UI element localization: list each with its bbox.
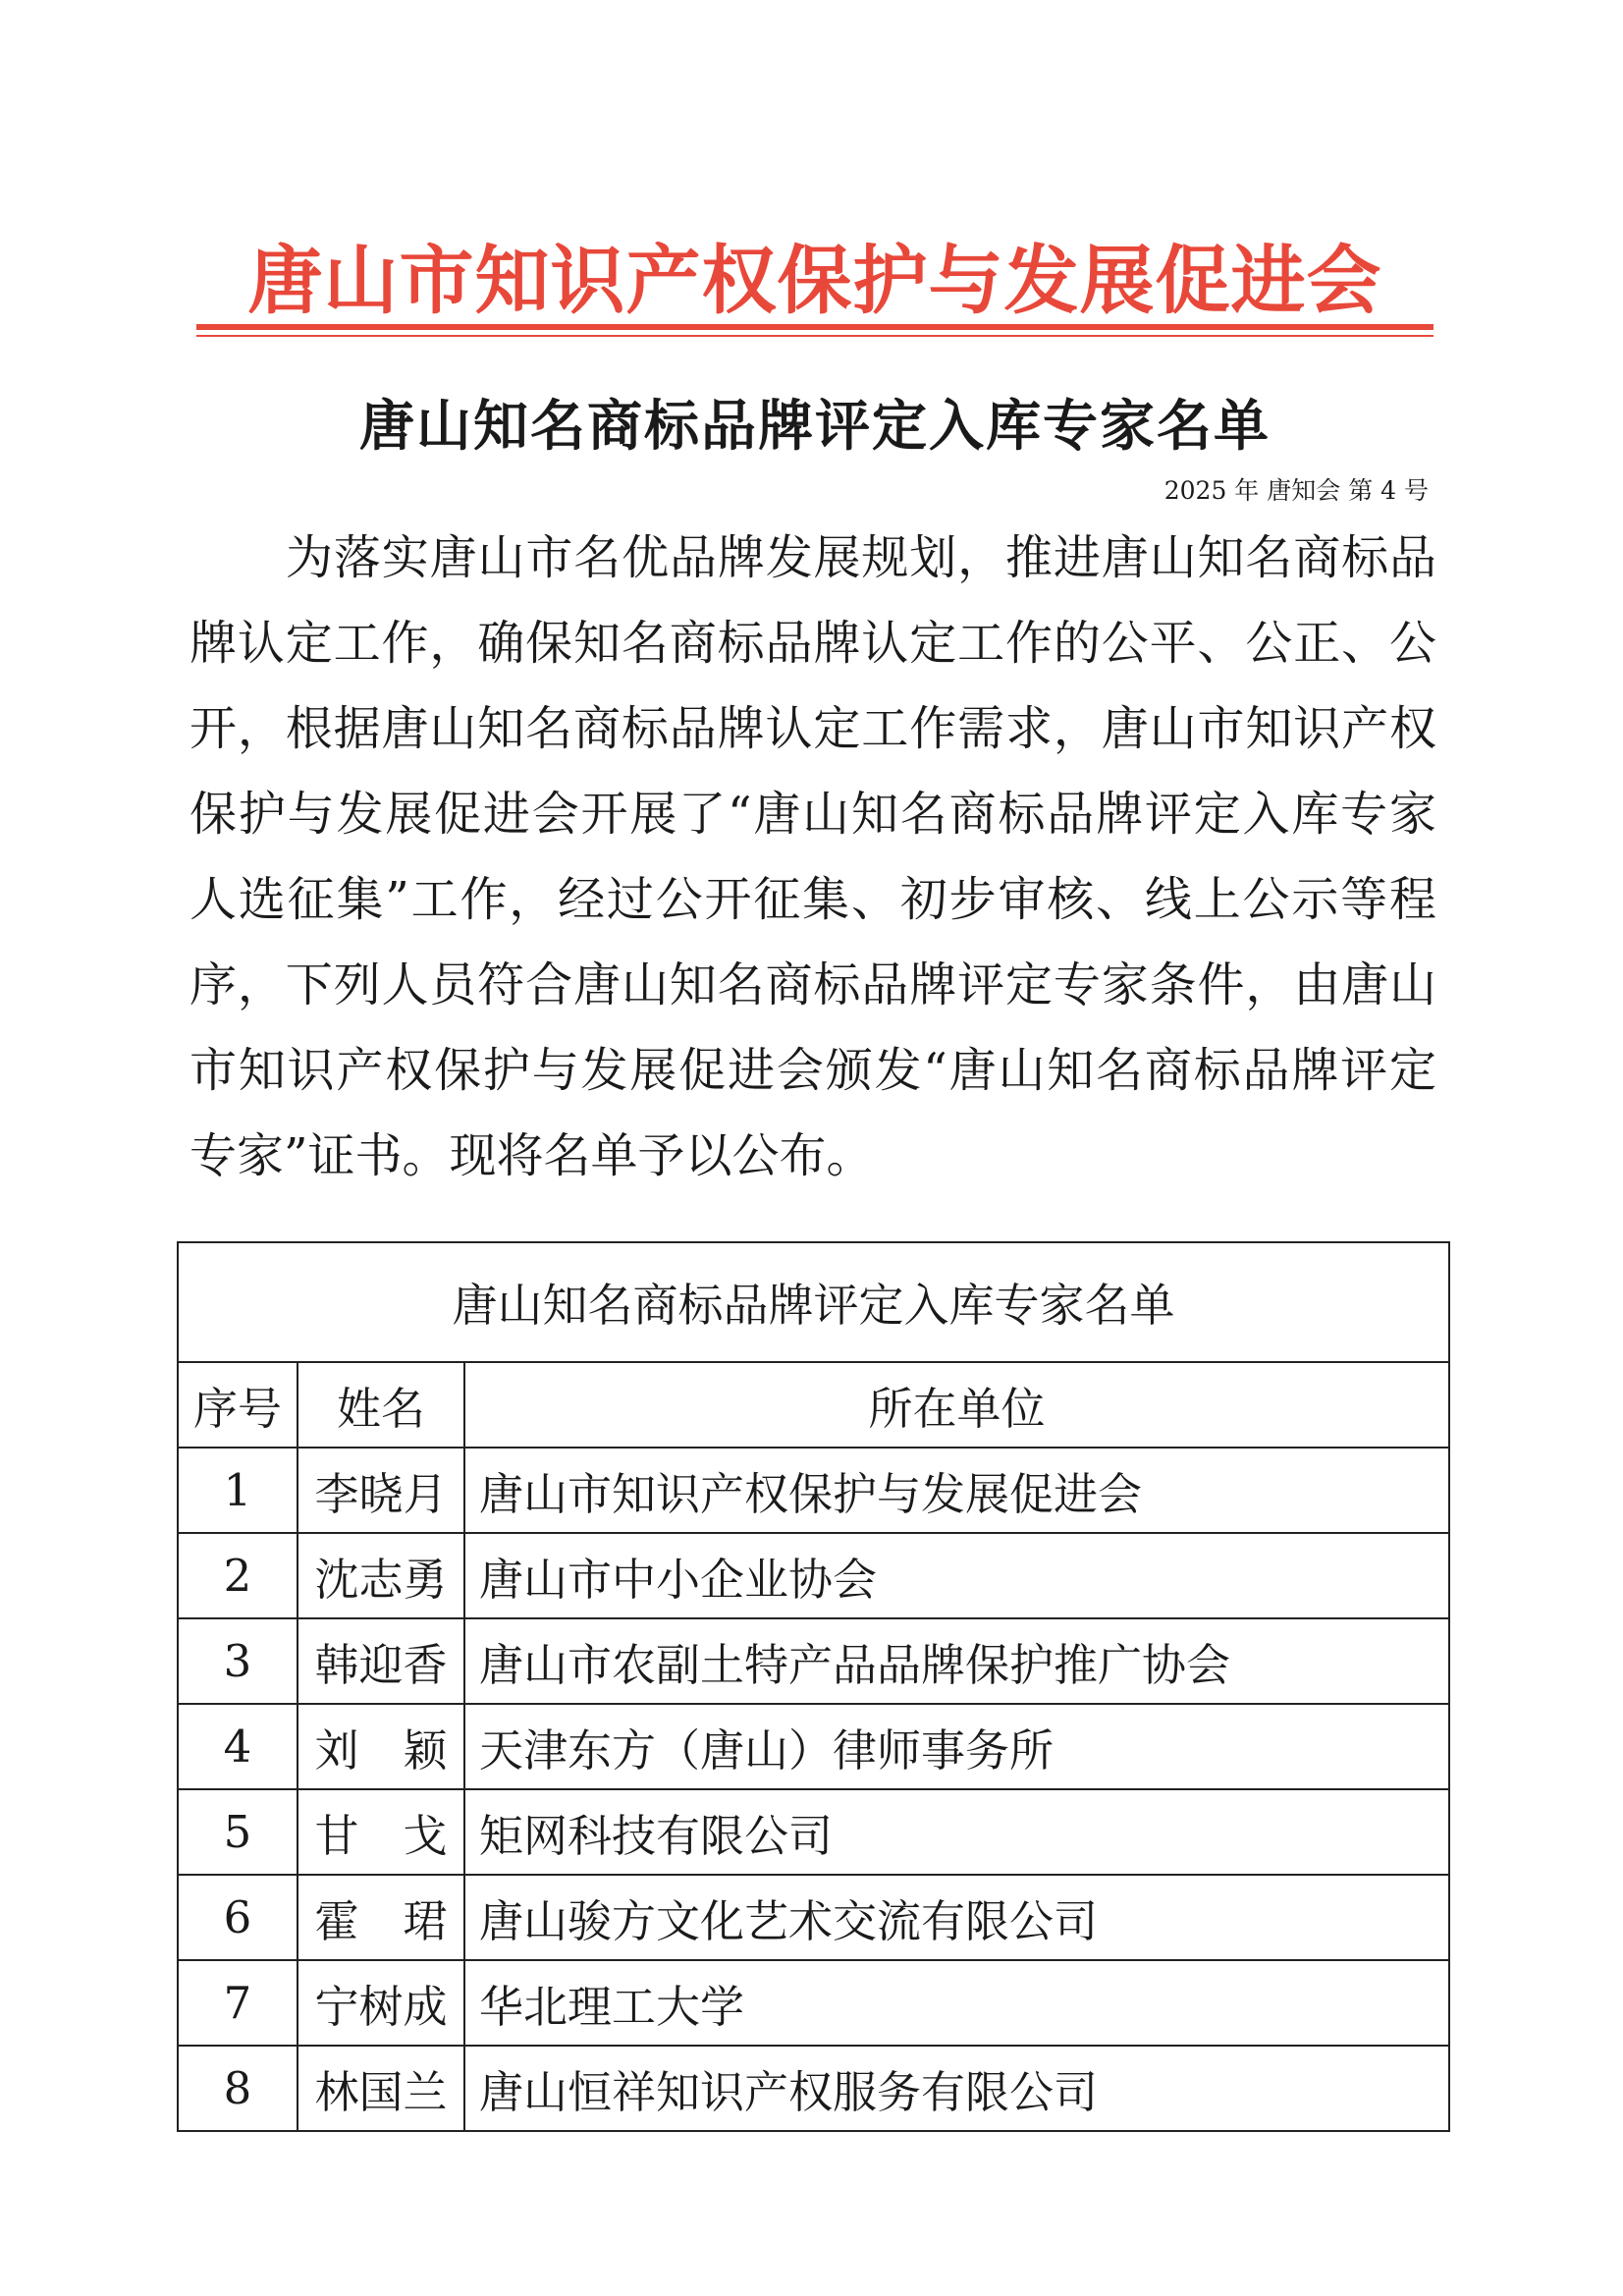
row-index: 2 — [178, 1533, 298, 1618]
row-name: 林国兰 — [298, 2046, 464, 2131]
table-row — [178, 1618, 1449, 1704]
row-unit: 唐山市中小企业协会 — [464, 1533, 1449, 1618]
masthead-rule-thick — [196, 324, 1434, 330]
table-row — [178, 1875, 1449, 1960]
row-name: 甘 戈 — [298, 1789, 464, 1875]
row-name: 沈志勇 — [298, 1533, 464, 1618]
table-caption: 唐山知名商标品牌评定入库专家名单 — [178, 1242, 1449, 1362]
document-title: 唐山知名商标品牌评定入库专家名单 — [359, 395, 1271, 459]
table-row — [178, 2046, 1449, 2131]
header-unit: 所在单位 — [464, 1362, 1449, 1448]
row-name: 李晓月 — [298, 1448, 464, 1533]
document-number: 2025 年 唐知会 第 4 号 — [1163, 476, 1429, 505]
table-row — [178, 1448, 1449, 1533]
expert-table — [177, 1241, 1450, 2132]
row-unit: 唐山市农副土特产品品牌保护推广协会 — [464, 1618, 1449, 1704]
masthead-rule-thin — [196, 335, 1434, 337]
organization-masthead: 唐山市知识产权保护与发展促进会 — [247, 237, 1382, 324]
row-name: 刘 颖 — [298, 1704, 464, 1789]
row-index: 6 — [178, 1875, 298, 1960]
row-index: 3 — [178, 1618, 298, 1704]
document-body: 为落实唐山市名优品牌发展规划，推进唐山知名商标品牌认定工作，确保知名商标品牌认定工作的公平、公正、公开，根据唐山知名商标品牌认定工作需求，唐山市知识产权保护与发展促进会开展了“唐山知名商标品牌评定入库专家人选征集”工作，经过公开征集、初步审核、线上公示等程序，下列人员符合唐山知名商标品牌评定专家条件，由唐山市知识产权保护与发展促进会颁发“唐山知名商标品牌评定专家”证书。现将名单予以公布。 — [189, 530, 1436, 1183]
row-unit: 唐山市知识产权保护与发展促进会 — [464, 1448, 1449, 1533]
row-index: 7 — [178, 1960, 298, 2046]
row-unit: 华北理工大学 — [464, 1960, 1449, 2046]
row-unit: 天津东方（唐山）律师事务所 — [464, 1704, 1449, 1789]
row-unit: 唐山恒祥知识产权服务有限公司 — [464, 2046, 1449, 2131]
row-index: 4 — [178, 1704, 298, 1789]
table-row — [178, 1789, 1449, 1875]
header-index: 序号 — [178, 1362, 298, 1448]
table-row — [178, 1533, 1449, 1618]
row-index: 1 — [178, 1448, 298, 1533]
row-unit: 唐山骏方文化艺术交流有限公司 — [464, 1875, 1449, 1960]
table-row — [178, 1960, 1449, 2046]
header-name: 姓名 — [298, 1362, 464, 1448]
row-unit: 矩网科技有限公司 — [464, 1789, 1449, 1875]
row-name: 霍 珺 — [298, 1875, 464, 1960]
table-row — [178, 1704, 1449, 1789]
table-caption-row — [178, 1242, 1449, 1362]
row-name: 宁树成 — [298, 1960, 464, 2046]
table-header-row — [178, 1362, 1449, 1448]
row-index: 5 — [178, 1789, 298, 1875]
row-name: 韩迎香 — [298, 1618, 464, 1704]
row-index: 8 — [178, 2046, 298, 2131]
